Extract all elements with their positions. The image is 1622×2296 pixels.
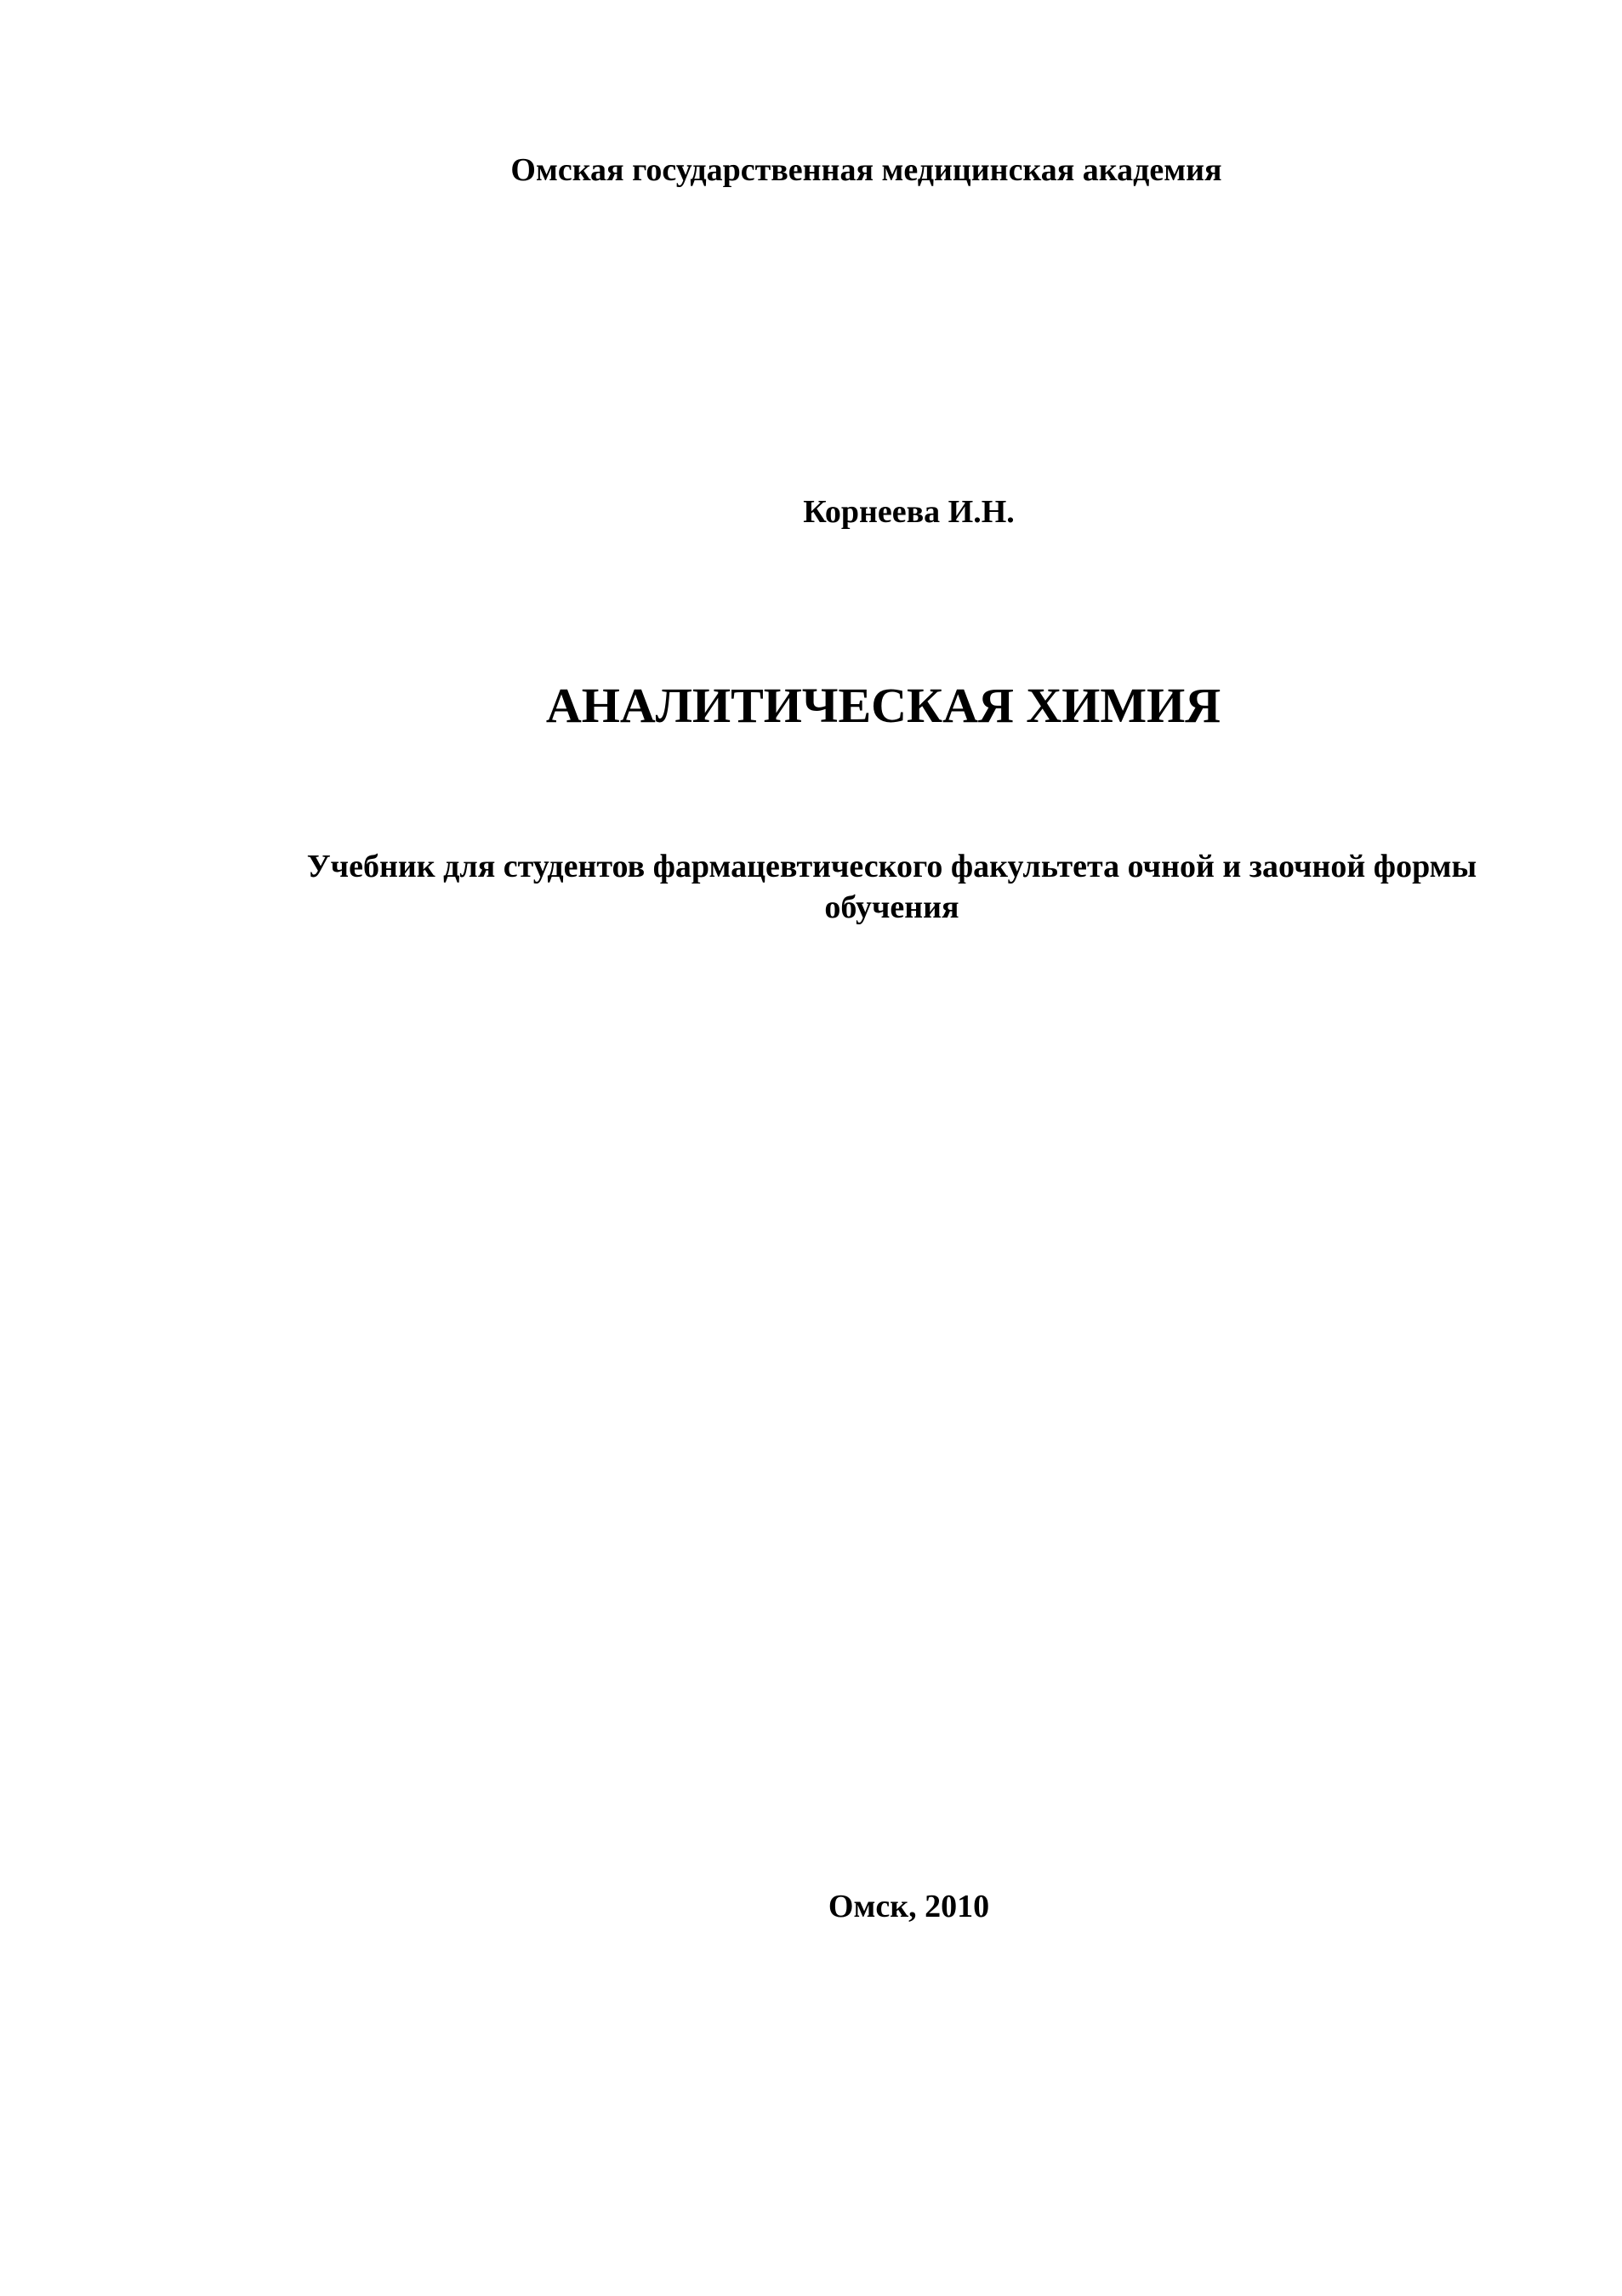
document-subtitle: Учебник для студентов фармацевтического факультета очной и заочной формы обучения	[306, 849, 1477, 925]
institution-name: Омская государственная медицинская академия	[510, 152, 1222, 188]
place-and-year: Омск, 2010	[828, 1889, 990, 1924]
subtitle-block	[0, 846, 1622, 928]
document-title: АНАЛИТИЧЕСКАЯ ХИМИЯ	[545, 678, 1221, 733]
author-name: Корнеева И.Н.	[803, 494, 1015, 530]
